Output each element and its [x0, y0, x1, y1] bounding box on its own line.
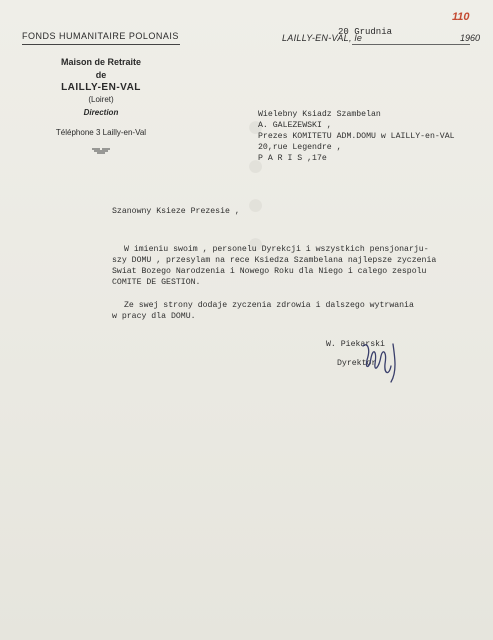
recipient-line: Wielebny Ksiadz Szambelan	[258, 110, 381, 119]
organization-name: FONDS HUMANITAIRE POLONAIS	[22, 31, 179, 41]
letter-year: 1960	[460, 33, 481, 43]
telephone-line: Téléphone 3 Lailly-en-Val	[55, 128, 147, 137]
body-line: Swiat Bozego Narodzenia i Nowego Roku dla Niego i calego zespolu	[112, 267, 427, 276]
recipient-line: A. GALEZEWSKI ,	[258, 121, 332, 130]
signatory-title: Dyrektor.	[337, 359, 382, 368]
body-line: w pracy dla DOMU.	[112, 312, 196, 321]
salutation: Szanowny Ksieze Prezesie ,	[112, 207, 240, 216]
recipient-line: 20,rue Legendre ,	[258, 143, 342, 152]
letterhead-rule	[22, 44, 180, 45]
body-line: W imieniu swoim , personelu Dyrekcji i wszystkich pensjonarju-	[124, 245, 429, 254]
direction-label: Direction	[83, 108, 119, 117]
handwritten-signature	[353, 338, 401, 384]
institution-name: Maison de Retraite	[60, 57, 142, 67]
recipient-line: Prezes KOMITETU ADM.DOMU w LAILLY-en-VAL	[258, 132, 455, 141]
institution-town: LAILLY-EN-VAL	[61, 82, 141, 93]
emblem-icon	[22, 142, 180, 150]
background-watermark: ●●●●	[239, 110, 272, 266]
institution-department: (Loiret)	[88, 95, 114, 104]
place-label: LAILLY-EN-VAL, le	[282, 33, 363, 43]
body-line: szy DOMU , przesylam na rece Ksiedza Szambelana najlepsze zyczenia	[112, 256, 437, 265]
body-line: Ze swej strony dodaje zyczenia zdrowia i dalszego wytrwania	[124, 301, 414, 310]
recipient-line: P A R I S ,17e	[258, 154, 327, 163]
signatory-name: W. Piekarski	[326, 340, 385, 349]
date-rule	[352, 44, 470, 45]
body-line: COMITE DE GESTION.	[112, 278, 201, 287]
archive-number: 110	[452, 11, 470, 23]
institution-connector: de	[95, 70, 107, 80]
letter-date: 20 Grudnia	[338, 27, 393, 37]
